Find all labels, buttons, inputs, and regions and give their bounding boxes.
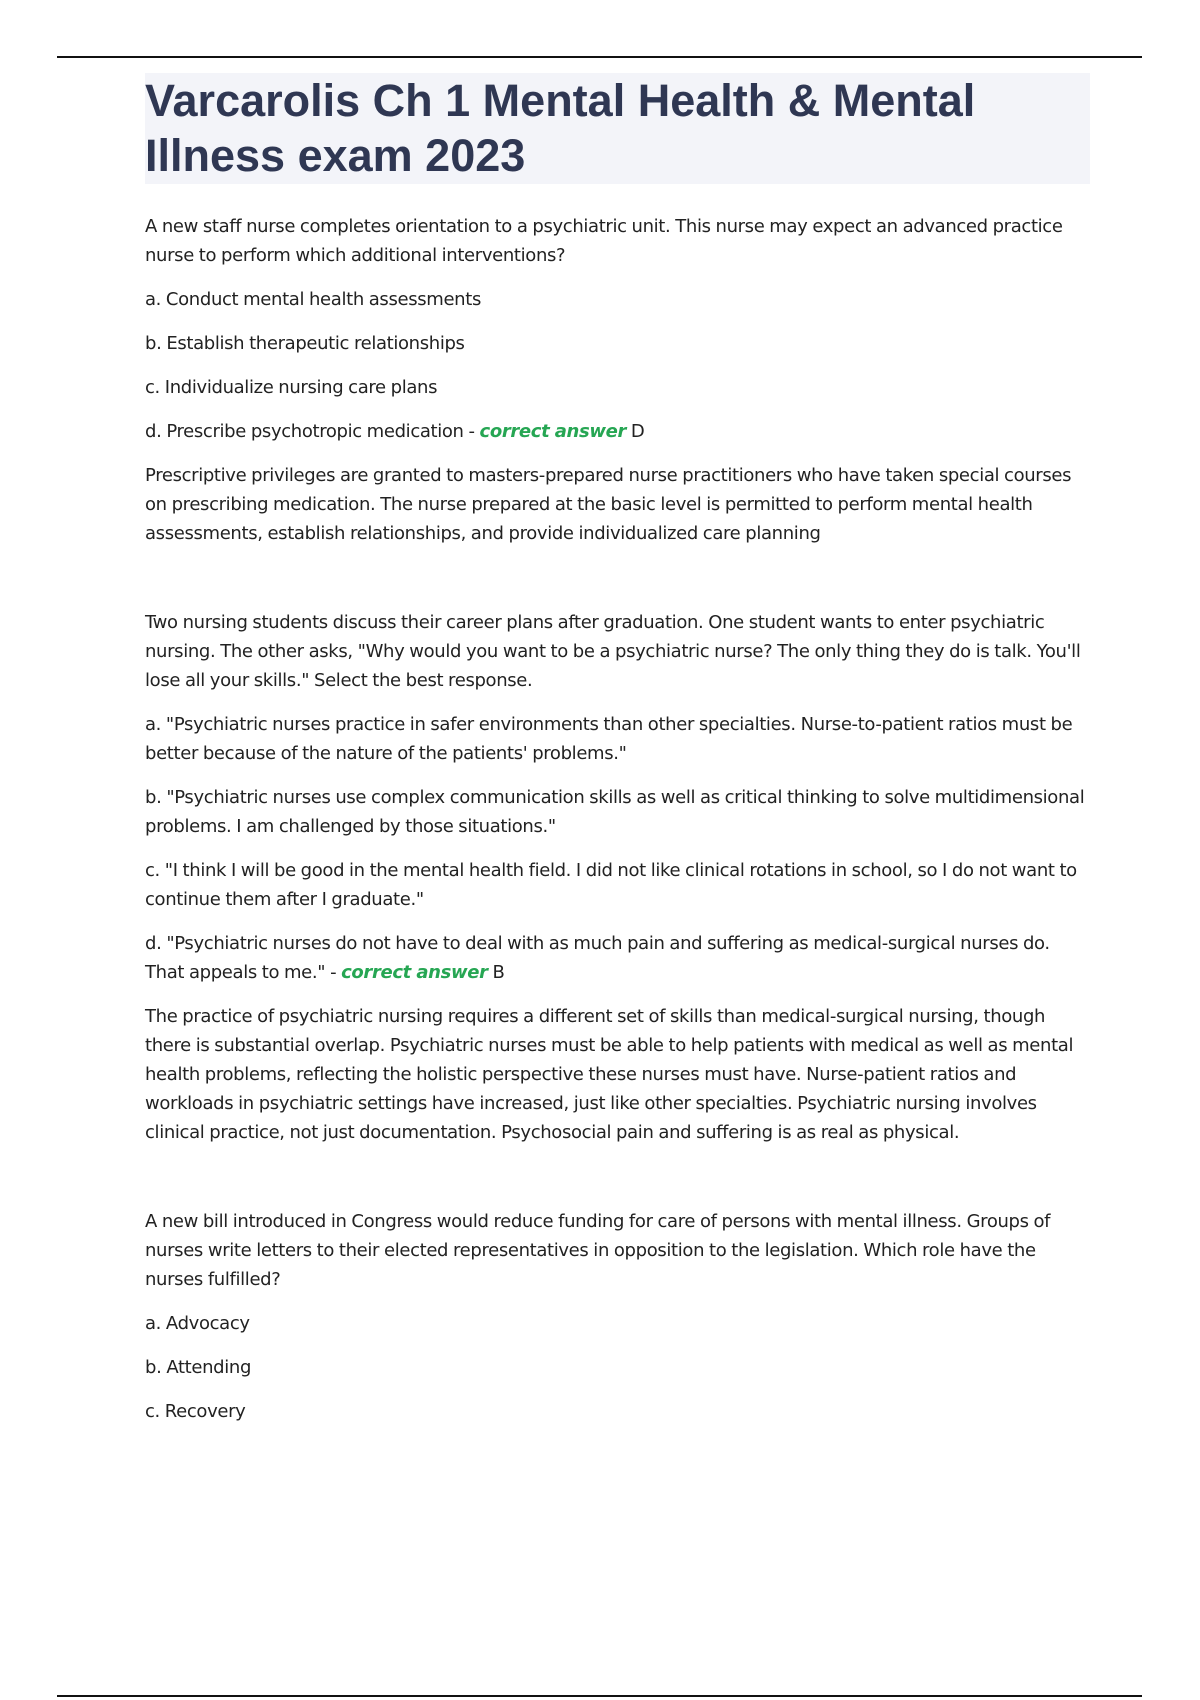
correct-answer-label: correct answer [341,962,488,983]
question-text: A new bill introduced in Congress would reduce funding for care of persons with mental illness. Groups of nurses write letters to their elected representatives in opposition to the legislation. Which role have the nurses fulfilled? [145,1211,1051,1290]
option-d: d. Prescribe psychotropic medication [145,421,464,442]
option-b: b. "Psychiatric nurses use complex communication skills as well as critical thinking to solve multidimensional problems. I am challenged by those situations." [145,787,1085,837]
option-b: b. Establish therapeutic relationships [145,333,465,354]
option-c: c. Recovery [145,1401,246,1422]
correct-answer-label: correct answer [479,421,627,442]
option-a: a. "Psychiatric nurses practice in safer environments than other specialties. Nurse-to-patient ratios must be better because of the nature of the patients' problems." [145,714,1073,764]
option-d: d. "Psychiatric nurses do not have to deal with as much pain and suffering as medical-surgical nurses do. That appeals to me." [145,933,1050,983]
question-3 [145,1207,1090,1426]
answer-separator: - [463,421,480,442]
document-title: Varcarolis Ch 1 Mental Health & Mental Illness exam 2023 [145,75,976,181]
title-banner [145,73,1090,184]
bottom-rule [57,1695,1142,1697]
option-d-with-answer [145,929,1090,987]
question-1 [145,212,1090,548]
answer-separator: - [325,962,342,983]
question-text: Two nursing students discuss their career plans after graduation. One student wants to enter psychiatric nursing. The other asks, "Why would you want to be a psychiatric nurse? The only thing they do is talk. You'll lose all your skills." Select the best response. [145,612,1081,691]
document-body [145,73,1090,1441]
answer-letter: B [492,962,505,983]
answer-letter: D [630,421,645,442]
spacer [145,1147,1090,1207]
option-c: c. Individualize nursing care plans [145,377,438,398]
option-b: b. Attending [145,1357,252,1378]
question-2 [145,608,1090,1147]
option-a: a. Advocacy [145,1313,250,1334]
rationale: Prescriptive privileges are granted to masters-prepared nurse practitioners who have taken special courses on prescribing medication. The nurse prepared at the basic level is permitted to perform mental health assessments, establish relationships, and provide individualized care planning [145,465,1072,544]
option-d-with-answer [145,417,1090,446]
option-c: c. "I think I will be good in the mental health field. I did not like clinical rotations in school, so I do not want to continue them after I graduate." [145,860,1077,910]
top-rule [57,56,1142,58]
option-a: a. Conduct mental health assessments [145,289,481,310]
spacer [145,548,1090,608]
question-text: A new staff nurse completes orientation to a psychiatric unit. This nurse may expect an advanced practice nurse to perform which additional interventions? [145,216,1063,266]
rationale: The practice of psychiatric nursing requires a different set of skills than medical-surgical nursing, though there is substantial overlap. Psychiatric nurses must be able to help patients with medical as well as mental health problems, reflecting the holistic perspective these nurses must have. Nurse-patient ratios and workloads in psychiatric settings have increased, just like other specialties. Psychiatric nursing involves clinical practice, not just documentation. Psychosocial pain and suffering is as real as physical. [145,1006,1074,1143]
